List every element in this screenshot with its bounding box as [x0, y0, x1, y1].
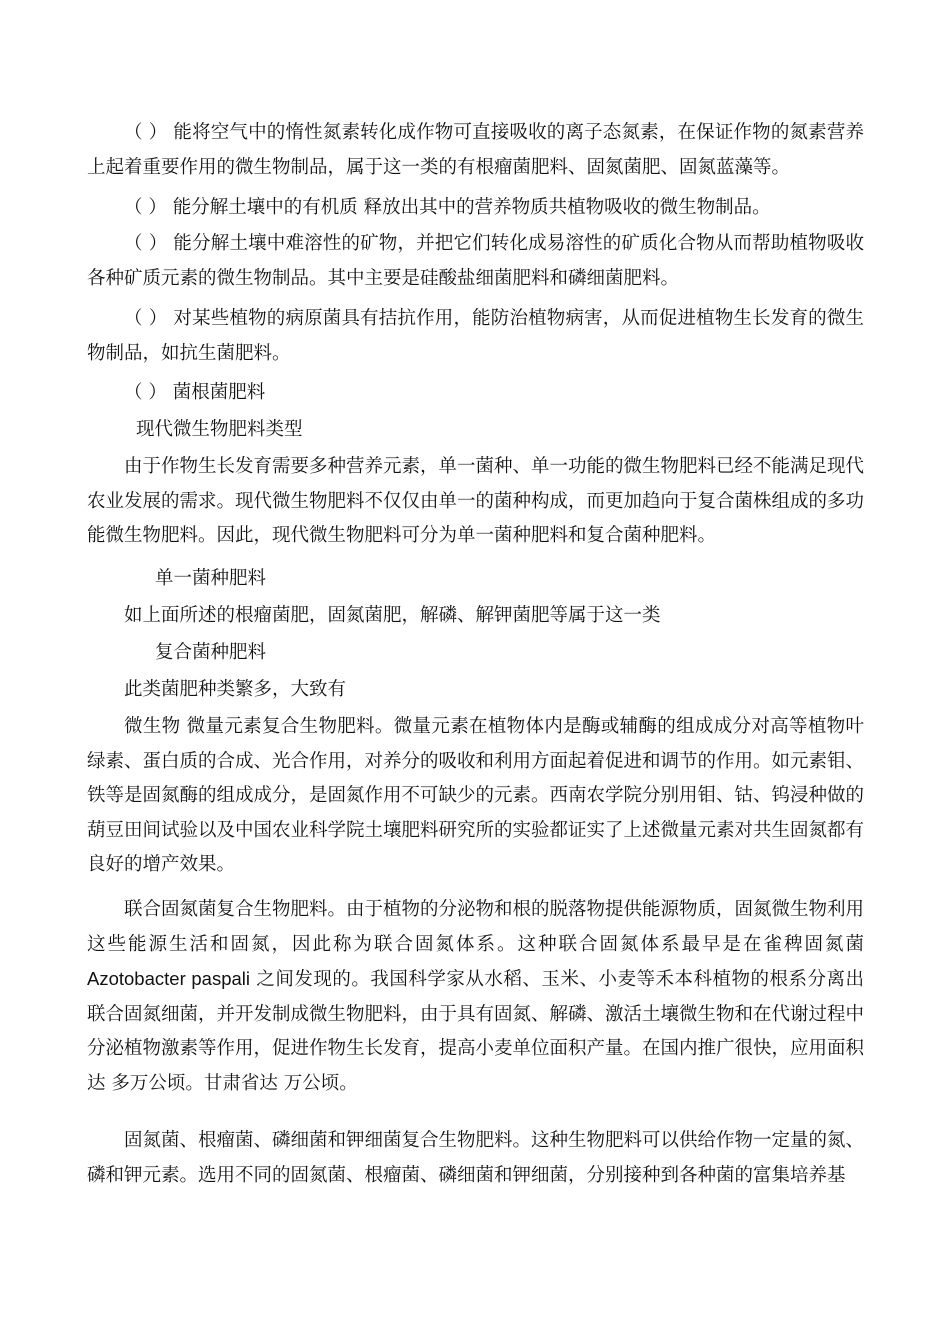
item-nitrogen-fixing: （ ） 能将空气中的惰性氮素转化成作物可直接吸收的离子态氮素，在保证作物的氮素营养上起着重要作用的微生物制品，属于这一类的有根瘤菌肥料、固氮菌肥、固氮蓝藻等。 [87, 122, 864, 178]
associative-text-part2: 之间发现的。我国科学家从水稻、玉米、小麦等禾本科植物的根系分离出联合固氮细菌，并开发制成微生物肥料，由于具有固氮、解磷、激活土壤微生物和在代谢过程中分泌植物激素等作用，促进作物生长发育，提高小麦单位面积产量。在国内推广很快，应用面积达 多万公顷。甘肃省达 万公顷。 [87, 969, 865, 1094]
compound-intro-text: 此类菌肥种类繁多，大致有 [124, 679, 347, 700]
paragraph-modern-types: 由于作物生长发育需要多种营养元素，单一菌种、单一功能的微生物肥料已经不能满足现代农业发展的需求。现代微生物肥料不仅仅由单一的菌种构成，而更加趋向于复合菌株组成的多功能微生物肥料。因此，现代微生物肥料可分为单一菌种肥料和复合菌种肥料。 [87, 456, 865, 546]
item-organic-decomposing: （ ） 能分解土壤中的有机质 释放出其中的营养物质共植物吸收的微生物制品。 [124, 197, 771, 218]
associative-text-part1: 联合固氮菌复合生物肥料。由于植物的分泌物和根的脱落物提供能源物质，固氮微生物利用这些能源生活和固氮，因此称为联合固氮体系。这种联合固氮体系最早是在雀稗固氮菌 [87, 899, 865, 955]
item-mycorrhizal: （ ） 菌根菌肥料 [124, 382, 266, 403]
heading-modern-types: 现代微生物肥料类型 [136, 419, 303, 440]
heading-single-strain: 单一菌种肥料 [155, 568, 267, 589]
heading-compound-strain: 复合菌种肥料 [155, 642, 267, 663]
paragraph-associative-fixation [87, 893, 864, 1101]
paragraph-micro-element: 微生物 微量元素复合生物肥料。微量元素在植物体内是酶或辅酶的组成成分对高等植物叶绿素、蛋白质的合成、光合作用，对养分的吸收和利用方面起着促进和调节的作用。如元素钼、铁等是固氮酶的组成成分，是固氮作用不可缺少的元素。西南农学院分别用钼、钴、钨浸种做的葫豆田间试验以及中国农业科学院土壤肥料研究所的实验都证实了上述微量元素对共生固氮都有良好的增产效果。 [87, 716, 865, 875]
single-strain-text: 如上面所述的根瘤菌肥，固氮菌肥，解磷、解钾菌肥等属于这一类 [124, 605, 661, 626]
paragraph-four-strain: 固氮菌、根瘤菌、磷细菌和钾细菌复合生物肥料。这种生物肥料可以供给作物一定量的氮、磷和钾元素。选用不同的固氮菌、根瘤菌、磷细菌和钾细菌，分别接种到各种菌的富集培养基 [87, 1130, 865, 1186]
item-antagonistic: （ ） 对某些植物的病原菌具有拮抗作用，能防治植物病害，从而促进植物生长发育的微生物制品，如抗生菌肥料。 [87, 308, 864, 364]
item-mineral-dissolving: （ ） 能分解土壤中难溶性的矿物，并把它们转化成易溶性的矿质化合物从而帮助植物吸收各种矿质元素的微生物制品。其中主要是硅酸盐细菌肥料和磷细菌肥料。 [87, 233, 864, 289]
latin-species-name: Azotobacter paspali [87, 968, 250, 989]
